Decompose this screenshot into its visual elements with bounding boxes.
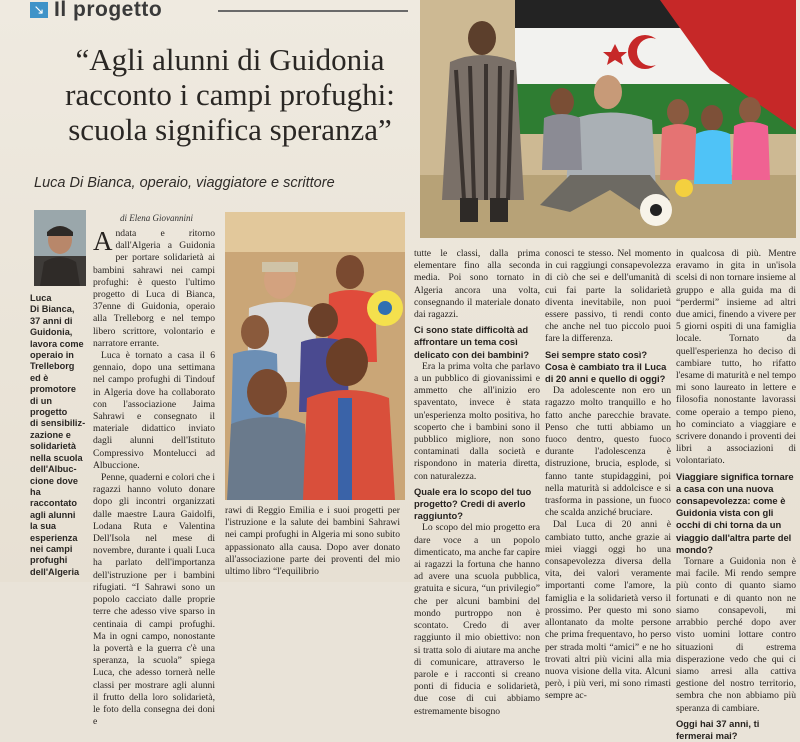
- section-header: [30, 0, 162, 20]
- caption-line: solidarietà: [30, 441, 76, 452]
- interview-question: Viaggiare significa tornare a casa con una nuova consapevolezza: come è Guidonia vista con gli occhi di chi torna da un viaggio dall'altra parte del mondo?: [676, 470, 794, 555]
- author-caption: [30, 293, 86, 578]
- byline: di Elena Giovannini: [120, 213, 193, 223]
- caption-line: operaio in: [30, 350, 74, 361]
- paragraph-text: ndata e ritorno dall'Algeria a Guidonia per portare solidarietà ai bambini sahrawi nei campi profughi: è questo l'ultimo progetto di Luca di Bianca, 37enne di Guidonia, operaio alla Trelleborg e nel tempo libero scrittore, volontario e narratore errante.: [93, 228, 215, 349]
- drop-cap: A: [93, 226, 113, 256]
- article-column-3: [414, 248, 540, 718]
- paragraph: Dal Luca di 20 anni è cambiato tutto, anche grazie ai miei viaggi oggi ho una consapevolezza diversa della vita, dei valori veramente importanti come l'amore, la famiglia e la solidarietà verso il prossimo. Per questo mi sono allontanato da molte persone che prima frequentavo, ho perso per strada molti “amici” e ne ho trovati altri più vicini alla mia nuova visione della vita. Alcuni però, i più veri, mi sono rimasti sempre ac-: [545, 519, 671, 702]
- caption-line: Guidonia,: [30, 327, 73, 338]
- headline-line: scuola significa speranza”: [68, 112, 392, 147]
- caption-line: progetto: [30, 407, 68, 418]
- caption-line: dell'Albuc-: [30, 464, 77, 475]
- caption-line: la sua: [30, 521, 57, 532]
- author-photo-image: [34, 210, 86, 286]
- paragraph: Lo scopo del mio progetto era dare voce a un popolo dimenticato, ma anche far capire ai ragazzi la fortuna che hanno ad avere una scuola pubblica, gratuita e sicura, “un privilegio” che per alcuni bambini del mondo purtroppo non è scontato. Credo di aver raggiunto il mio obiettivo: non si tratta solo di aiutare ma anche di comunicare, attraverso le parole e i racconti si creano ponti di fiducia e solidarietà, due cose di cui abbiamo estremamente bisogno: [414, 522, 540, 717]
- caption-line: ed è promotore: [30, 372, 76, 395]
- paragraph: [93, 228, 215, 350]
- paragraph: Tornare a Guidonia non è mai facile. Mi rendo sempre più conto di quanto siamo fortunati e di quanto non ne siamo consapevoli, mi arrabbio perché dopo aver visto uomini lottare contro situazioni di estrema disperazione vedo che qui ci siamo arresi alla cattiva gestione del nostro territorio, sembra che non abbiamo più speranza di cambiare.: [676, 556, 796, 714]
- arrow-icon: ↘: [30, 2, 48, 18]
- paragraph: conosci te stesso. Nel momento in cui raggiungi consapevolezza di ciò che sei e dell'umanità di cui fai parte la solidarietà diventa inevitabile, non puoi essere passivo, ti rendi conto che anche nel tuo piccolo puoi fare la differenza.: [545, 248, 671, 345]
- article-column-1: [93, 228, 215, 728]
- caption-line: esperienza: [30, 532, 78, 543]
- photo-group-image: [420, 0, 796, 238]
- paragraph: rawi di Reggio Emilia e i suoi progetti per l'istruzione e la salute dei bambini Sahrawi nei campi profughi in Algeria mi sono subito appassionato alla causa. Dopo aver donato all'associazione parte dei proventi del mio ultimo libro “l'equilibrio: [225, 505, 400, 578]
- interview-question: Oggi hai 37 anni, ti fermerai mai?: [676, 717, 760, 741]
- caption-line: Luca: [30, 293, 52, 303]
- subheadline: Luca Di Bianca, operaio, viaggiatore e scrittore: [34, 175, 335, 191]
- photo-children-image: [225, 212, 405, 500]
- caption-line: ha raccontato: [30, 486, 77, 509]
- caption-line: lavora come: [30, 338, 84, 349]
- paragraph: Luca è tornato a casa il 6 gennaio, dopo una settimana nel campo profughi di Tindouf in Algeria dove ha collaborato con l'associazione Jaima Sahrawi e consegnato il materiale didattico inviato dagli alunni dell'Istituto Compressivo Montelucci ad Albuccione.: [93, 350, 215, 471]
- interview-question: Ci sono state difficoltà ad affrontare un tema così delicato con dei bambini?: [414, 324, 530, 360]
- caption-line: nella scuola: [30, 452, 83, 463]
- paragraph: Da adolescente non ero un ragazzo molto tranquillo e ho fatto anche parecchie bravate. Penso che tutti abbiamo un fuoco dentro, questo fuoco durante l'adolescenza è distruzione, brucia, esplode, si fanno tante stupidaggini, poi nella maturità si addolcisce e si trasforma in passione, un fuoco che scalda anziché bruciare.: [545, 385, 671, 519]
- caption-line: 37 anni di: [30, 315, 73, 326]
- section-rule: [218, 10, 408, 12]
- caption-line: agli alunni: [30, 509, 76, 520]
- headline-line: racconto i campi profughi:: [65, 77, 395, 112]
- paragraph: tutte le classi, dalla prima elementare fino alla seconda media. Poi sono tornato in Algeria ancora una volta, consegnando il materiale donato dai ragazzi.: [414, 248, 540, 321]
- caption-line: cione dove: [30, 475, 78, 486]
- photo-children-with-ball: [225, 212, 405, 500]
- caption-line: profughi: [30, 555, 68, 566]
- caption-line: Di Bianca,: [30, 304, 75, 315]
- caption-line: zazione e: [30, 429, 71, 440]
- caption-line: Trelleborg: [30, 361, 75, 372]
- headline: [40, 42, 420, 147]
- caption-line: di sensibiliz-: [30, 418, 86, 429]
- article-column-4: [545, 248, 671, 703]
- paragraph: Era la prima volta che parlavo a un pubblico di giovanissimi e ammetto che all'inizio ero spaventato, invece è stata un'esperienza molto positiva, ho scoperto che i bambini sono il pubblico migliore, non sono contaminati dalla società e rispondono in materia diretta, con naturalezza.: [414, 360, 540, 482]
- interview-question: Quale era lo scopo del tuo progetto? Credi di averlo raggiunto?: [414, 485, 532, 522]
- interview-question: Sei sempre stato così? Cosa è cambiato tra il Luca di 20 anni e quello di oggi?: [545, 348, 667, 385]
- paragraph: in qualcosa di più. Mentre eravamo in gita in un'isola scelsi di non tornare insieme al gruppo e alla guida ma di “perdermi” insieme ad altri due amici, finendo a vivere per 5 giorni ospiti di una famiglia locale. Tornato da quell'esperienza ho deciso di cambiare tutto, ho rifatto l'esame di maturità e nel tempo mi sono laureato in lettere e filosofia nonostante lavorassi come operaio a tempo pieno, ho cominciato a viaggiare e scrivere donando i proventi dei libri a associazioni di volontariato.: [676, 248, 796, 467]
- photo-group-with-flag: [420, 0, 796, 238]
- author-photo: [34, 210, 86, 286]
- headline-line: “Agli alunni di Guidonia: [75, 42, 385, 77]
- paragraph: Penne, quaderni e colori che i ragazzi hanno voluto donare dopo gli incontri organizzati dalle maestre Laura Gaidolfi, Lodana Ruta e Valentina Dell'Isola nel mese di novembre, durante i quali Luca ha parlato dell'importanza dell'istruzione per i bambini rifugiati. “I Sahrawi sono un popolo cacciato dalle proprie terre che adesso vive sparso in centinaia di campi profughi. Ma in ogni campo, nonostante la povertà e la guerra c'è una speranza, la scuola” spiega Luca, che adesso tornerà nelle classi per mostrare agli alunni il frutto della loro solidarietà, le foto della consegna dei doni e: [93, 472, 216, 728]
- article-column-2: [225, 505, 400, 578]
- article-column-5: [676, 248, 796, 742]
- caption-line: di un: [30, 395, 52, 406]
- section-title: Il progetto: [54, 0, 163, 21]
- caption-line: nei campi: [30, 543, 73, 554]
- caption-line: dell'Algeria: [30, 566, 80, 577]
